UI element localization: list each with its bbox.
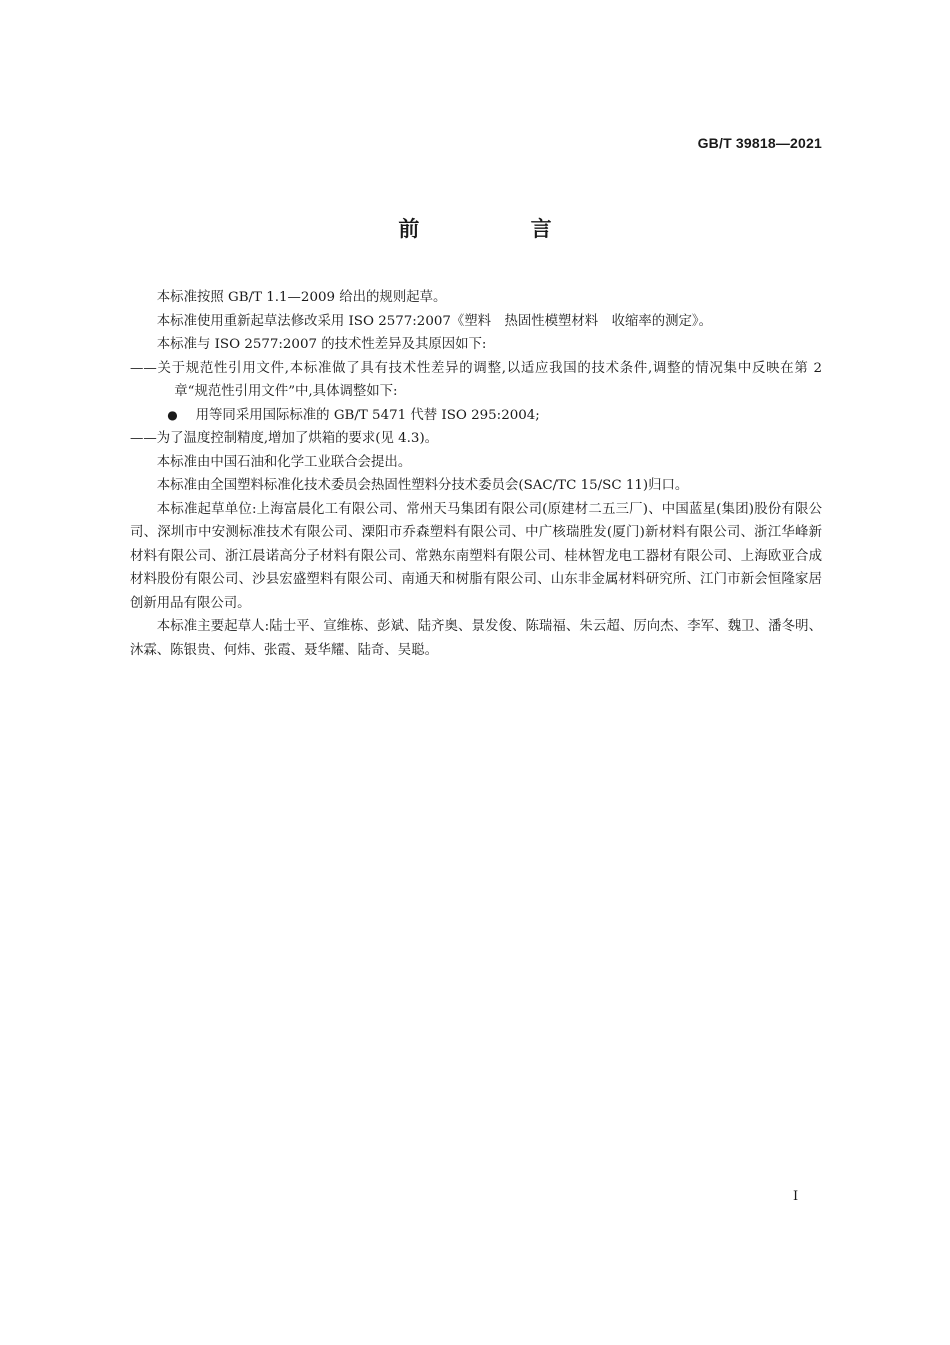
difference-item-references: ——关于规范性引用文件,本标准做了具有技术性差异的调整,以适应我国的技术条件,调整的情况集中反映在第 2 章“规范性引用文件”中,具体调整如下:	[130, 360, 822, 399]
paragraph-drafting-rules: 本标准按照 GB/T 1.1—2009 给出的规则起草。	[156, 290, 447, 305]
paragraph-adoption: 本标准使用重新起草法修改采用 ISO 2577:2007《塑料 热固性模塑材料 收缩率的测定》。	[156, 313, 712, 329]
page-number: I	[793, 1189, 799, 1204]
paragraph-drafting-units: 本标准起草单位:上海富晨化工有限公司、常州天马集团有限公司(原建材二五三厂)、中国蓝星(集团)股份有限公司、深圳市中安测标准技术有限公司、溧阳市乔森塑料有限公司、中广核瑞胜发(厦门)新材料有限公司、浙江华峰新材料有限公司、浙江晨诺高分子材料有限公司、常熟东南塑料有限公司、桂林智龙电工器材有限公司、上海欧亚合成材料股份有限公司、沙县宏盛塑料有限公司、南通天和树脂有限公司、山东非金属材料研究所、江门市新会恒隆家居创新用品有限公司。	[130, 501, 822, 611]
paragraph-drafters: 本标准主要起草人:陆士平、宣维栋、彭斌、陆齐奥、景发俊、陈瑞福、朱云超、厉向杰、李军、魏卫、潘冬明、沐霖、陈银贵、何炜、张霞、聂华耀、陆奇、吴聪。	[130, 619, 822, 658]
difference-item-oven: ——为了温度控制精度,增加了烘箱的要求(见 4.3)。	[130, 431, 439, 446]
foreword-body	[130, 286, 822, 662]
paragraph-differences-intro: 本标准与 ISO 2577:2007 的技术性差异及其原因如下:	[156, 337, 487, 352]
bullet-item-replacement	[130, 404, 822, 428]
standard-code: GB/T 39818—2021	[697, 135, 822, 151]
paragraph-proposer: 本标准由中国石油和化学工业联合会提出。	[156, 454, 412, 470]
paragraph-committee: 本标准由全国塑料标准化技术委员会热固性塑料分技术委员会(SAC/TC 15/SC 11)归口。	[156, 478, 689, 493]
page-title: 前 言	[398, 217, 604, 241]
bullet-icon: ●	[167, 407, 178, 422]
bullet-item-text: 用等同采用国际标准的 GB/T 5471 代替 ISO 295:2004;	[195, 407, 540, 423]
